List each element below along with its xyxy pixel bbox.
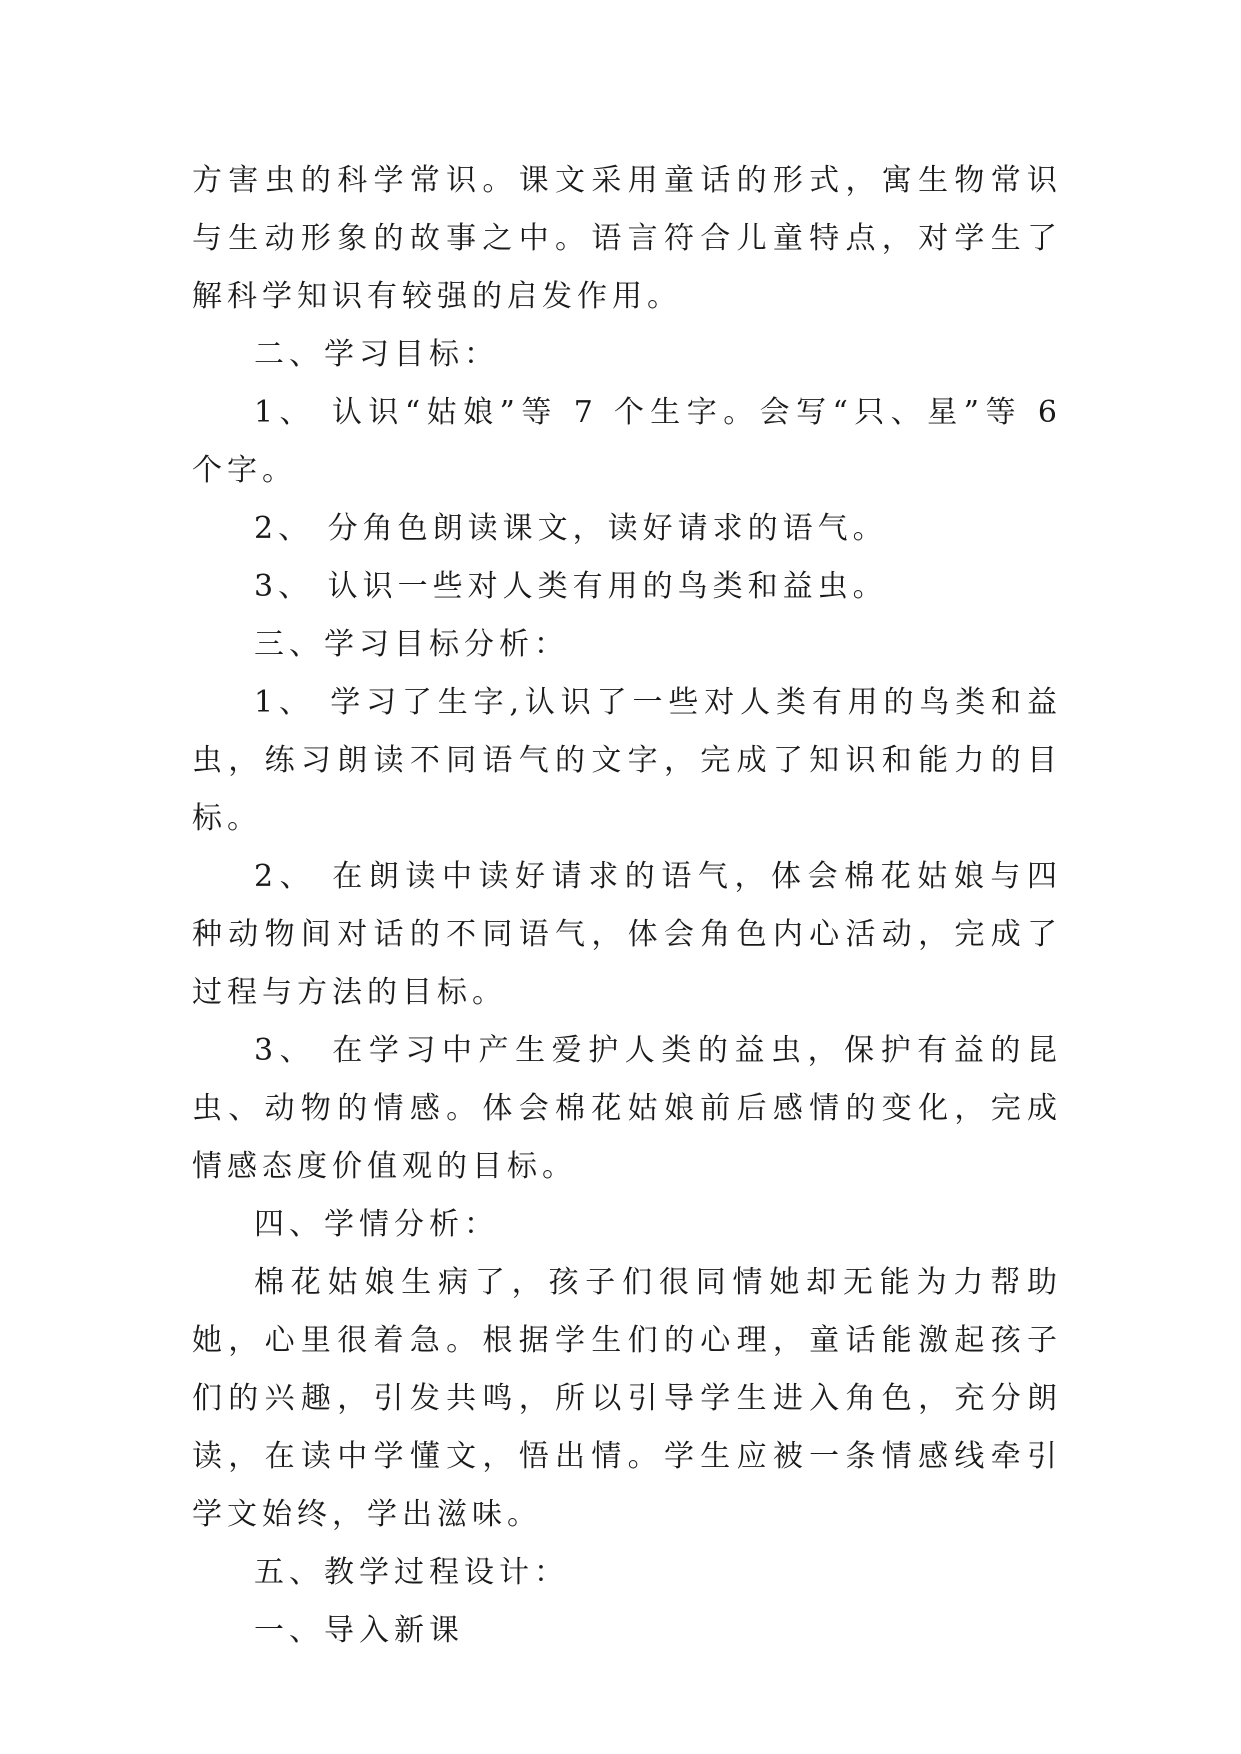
heading-teaching-process: 五、教学过程设计： (254, 1555, 569, 1590)
goal-item-3: 3、 认识一些对人类有用的鸟类和益虫。 (254, 569, 888, 604)
analysis-item-3: 3、 在学习中产生爱护人类的益虫，保护有益的昆虫、动物的情感。体会棉花姑娘前后感情的变化，完成情感态度价值观的目标。 (192, 1033, 1062, 1184)
heading-intro-lesson: 一、导入新课 (254, 1613, 464, 1648)
paragraph-student-analysis: 棉花姑娘生病了，孩子们很同情她却无能为力帮助她，心里很着急。根据学生们的心理，童话能激起孩子们的兴趣，引发共鸣，所以引导学生进入角色，充分朗读，在读中学懂文，悟出情。学生应被一条情感线牵引学文始终，学出滋味。 (192, 1265, 1062, 1532)
heading-goal-analysis: 三、学习目标分析： (254, 627, 569, 662)
analysis-item-2: 2、 在朗读中读好请求的语气，体会棉花姑娘与四种动物间对话的不同语气，体会角色内心活动，完成了过程与方法的目标。 (192, 859, 1062, 1010)
document-body (192, 152, 1062, 1660)
paragraph-intro-continuation: 方害虫的科学常识。课文采用童话的形式，寓生物常识与生动形象的故事之中。语言符合儿童特点，对学生了解科学知识有较强的启发作用。 (192, 163, 1062, 314)
heading-learning-goals: 二、学习目标： (254, 337, 499, 372)
heading-student-analysis: 四、学情分析： (254, 1207, 499, 1242)
analysis-item-1: 1、 学习了生字,认识了一些对人类有用的鸟类和益虫，练习朗读不同语气的文字，完成了知识和能力的目标。 (192, 685, 1062, 836)
goal-item-2: 2、 分角色朗读课文，读好请求的语气。 (254, 511, 888, 546)
goal-item-1: 1、 认识“姑娘”等 7 个生字。会写“只、星”等 6 个字。 (192, 395, 1062, 488)
